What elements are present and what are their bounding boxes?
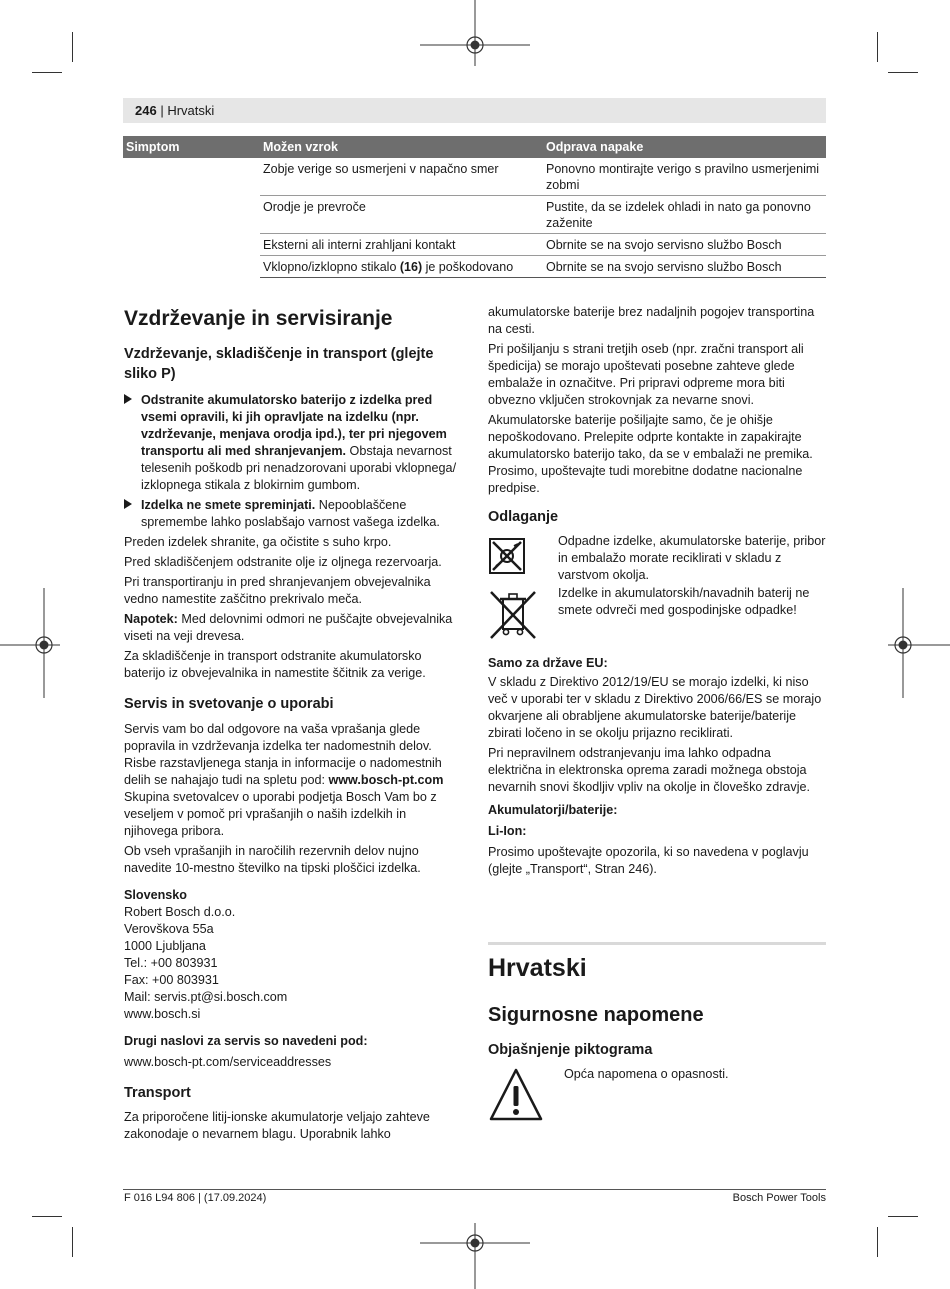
address-line: Mail: servis.pt@si.bosch.com (124, 990, 288, 1004)
address-line: Fax: +00 803931 (124, 973, 219, 987)
section-title: Vzdrževanje in servisiranje (124, 307, 393, 330)
table-cell: Pustite, da se izdelek ohladi in nato ga ponovno zaženite (543, 196, 826, 234)
address-line: Verovškova 55a (124, 922, 214, 936)
paragraph: Servis vam bo dal odgovore na vaša vprašanja glede popravila in vzdrževanja izdelka ter nadomestnih delov. Risbe razstavljenega stanja in informacije o nadomestnih delih se nahajajo tudi na spletu pod: www.bosch-pt.com (124, 722, 444, 787)
paragraph: Pri pošiljanju s strani tretjih oseb (npr. zračni transport ali špedicija) se morajo upoštevati posebne zahteve glede embalaže in označitve. Pri pripravi odpreme mora biti obvezno vključen strokovnjak za nevarne snovi. (488, 342, 804, 407)
table-cell: Eksterni ali interni zrahljani kontakt (260, 234, 543, 256)
paragraph: Izdelke in akumulatorskih/navadnih baterij ne smete odvreči med gospodinjske odpadke! (558, 586, 810, 617)
table-header-row (123, 136, 826, 158)
disposal-item (488, 535, 826, 591)
column-header: Možen vzrok (260, 136, 543, 158)
warning-triangle-icon (487, 1066, 545, 1124)
registration-mark-icon (420, 0, 530, 70)
address-line: Tel.: +00 803931 (124, 956, 218, 970)
crop-mark (877, 32, 878, 62)
registration-mark-icon (0, 588, 60, 698)
eu-label: Samo za države EU: (488, 656, 608, 670)
table-cell (123, 158, 260, 196)
table-cell: Zobje verige so usmerjeni v napačno smer (260, 158, 543, 196)
page-number: 246 (135, 103, 157, 118)
right-column (488, 304, 826, 881)
bullet-arrow-icon (124, 394, 132, 404)
address-line: www.bosch.si (124, 1007, 201, 1021)
table-cell: Obrnite se na svojo servisno službo Bosch (543, 256, 826, 278)
crossed-bin-icon (488, 589, 538, 641)
service-link[interactable]: www.bosch-pt.com (328, 773, 444, 787)
reference-number: (16) (399, 260, 423, 274)
paragraph: Za skladiščenje in transport odstranite akumulatorsko baterijo iz obvejevalnika in namestite ščitnik za verige. (124, 649, 426, 680)
paragraph: Preden izdelek shranite, ga očistite s suho krpo. (124, 535, 392, 549)
bullet-arrow-icon (124, 499, 132, 509)
paragraph: akumulatorske baterije brez nadaljnih pogojev transportina na cesti. (488, 305, 815, 336)
table-cell (123, 234, 260, 256)
paragraph: Odpadne izdelke, akumulatorske baterije, pribor in embalažo morate reciklirati v skladu z varstvom okolja. (558, 534, 826, 582)
address-line: 1000 Ljubljana (124, 939, 206, 953)
safety-bullet: Odstranite akumulatorsko baterijo z izdelka pred vsemi opravili, ki jih opravljate na izdelku (npr. vzdrževanje, menjava orodja ipd.), ter pri njegovem transportu ali med shranjevanjem. Obstaja nevarnost telesenih poškodb pri nenadzorovani uporabi vklopnega/ izklopnega stikala z blokirnim gumbom. (124, 392, 462, 494)
left-column (124, 306, 462, 1146)
pictogram-description: Opća napomena o opasnosti. (564, 1067, 729, 1081)
subsection-title: Servis in svetovanje o uporabi (124, 696, 334, 712)
brand-footer: Bosch Power Tools (732, 1192, 826, 1204)
column-header: Odprava napake (543, 136, 826, 158)
subsection-title: Odlaganje (488, 509, 559, 525)
liion-label: Li-Ion: (488, 824, 527, 838)
disposal-item (488, 586, 826, 647)
page-header: 246 | Hrvatski (123, 98, 826, 123)
troubleshooting-table (123, 136, 826, 278)
service-address (124, 887, 462, 1023)
subsection-title: Vzdrževanje, skladiščenje in transport (glejte sliko P) (124, 346, 434, 382)
recycling-icon (488, 537, 526, 575)
registration-mark-icon (420, 1219, 530, 1289)
crop-mark (72, 32, 73, 62)
table-cell: Vklopno/izklopno stikalo (16) je poškodovano (260, 256, 543, 278)
table-cell: Orodje je prevroče (260, 196, 543, 234)
battery-label: Akumulatorji/baterije: (488, 803, 618, 817)
table-row (123, 256, 826, 278)
crop-mark (32, 72, 62, 73)
safety-bullet: Izdelka ne smete spreminjati. Nepooblaščene spremembe lahko poslabšajo varnost vašega izdelka. (124, 497, 462, 531)
paragraph: Prosimo upoštevajte opozorila, ki so navedena v poglavju (glejte „Transport“, Stran 246). (488, 845, 809, 876)
service-addresses-link[interactable]: www.bosch-pt.com/serviceaddresses (124, 1055, 332, 1069)
paragraph: Za priporočene litij-ionske akumulatorje veljajo zahteve zakonodaje o nevarnem blagu. Uporabnik lahko (124, 1110, 430, 1141)
table-row (123, 234, 826, 256)
document-id: F 016 L94 806 | (17.09.2024) (124, 1192, 267, 1204)
paragraph: Skupina svetovalcev o uporabi podjetja Bosch Vam bo z veseljem v pomoč pri vprašanjih o naših izdelkih in njihovega pribora. (124, 790, 437, 838)
language-title: Hrvatski (488, 954, 587, 982)
header-section: Hrvatski (167, 103, 215, 118)
subsection-title: Objašnjenje piktograma (488, 1042, 653, 1058)
paragraph: Akumulatorske baterije pošiljajte samo, če je ohišje nepoškodovano. Prelepite odprte kontakte in zapakirajte akumulatorsko baterijo tako, da se v embalaži ne premika. Prosimo, upoštevajte tudi morebitne dodatne nacionalne predpise. (488, 413, 813, 495)
section-divider (488, 942, 826, 945)
crop-mark (877, 1227, 878, 1257)
table-cell: Obrnite se na svojo servisno službo Bosch (543, 234, 826, 256)
crop-mark (888, 72, 918, 73)
paragraph: Pred skladiščenjem odstranite olje iz oljnega rezervoarja. (124, 555, 442, 569)
table-cell: Ponovno montirajte verigo s pravilno usmerjenimi zobmi (543, 158, 826, 196)
table-cell (123, 196, 260, 234)
crop-mark (888, 1216, 918, 1217)
note: Napotek: Med delovnimi odmori ne puščajte obvejevalnika viseti na veji drevesa. (124, 612, 453, 643)
crop-mark (72, 1227, 73, 1257)
subsection-title: Transport (124, 1085, 191, 1101)
section-title: Sigurnosne napomene (488, 1004, 704, 1026)
table-row (123, 196, 826, 234)
footer-divider (123, 1189, 826, 1190)
paragraph: Pri transportiranju in pred shranjevanjem obvejevalnika vedno namestite zaščitno prekrivalo meča. (124, 575, 431, 606)
address-line: Robert Bosch d.o.o. (124, 905, 236, 919)
crop-mark (32, 1216, 62, 1217)
address-country: Slovensko (124, 888, 187, 902)
paragraph: V skladu z Direktivo 2012/19/EU se morajo izdelki, ki niso več v uporabi ter v skladu z Direktivo 2006/66/ES se morajo okvarjene ali obrabljene akumulatorske baterije/baterije zbirati ločeno in se okolju prijazno reciklirati. (488, 675, 822, 740)
paragraph: Pri nepravilnem odstranjevanju ima lahko odpadna električna in elektronska oprema zaradi možnega obstoja nevarnih snovi škodljiv vpliv na okolje in človeško zdravje. (488, 746, 810, 794)
table-row (123, 158, 826, 196)
other-addresses-label: Drugi naslovi za servis so navedeni pod: (124, 1034, 368, 1048)
paragraph: Ob vseh vprašanjih in naročilih rezervnih delov nujno navedite 10-mestno številko na tipski ploščici izdelka. (124, 844, 421, 875)
registration-mark-icon (888, 588, 950, 698)
column-header: Simptom (123, 136, 260, 158)
